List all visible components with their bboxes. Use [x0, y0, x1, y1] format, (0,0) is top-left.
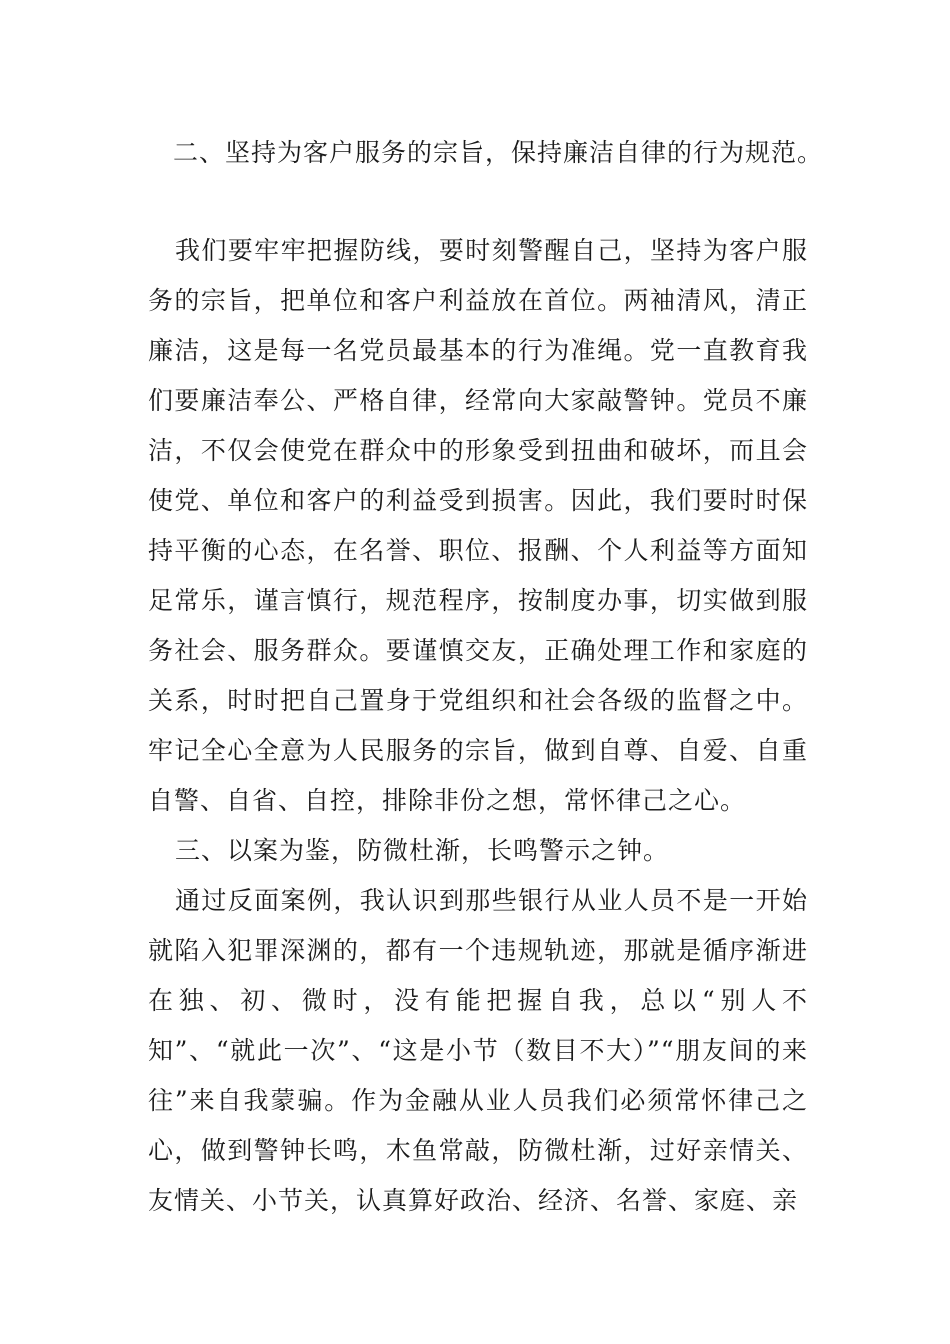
section-two-heading: 二、坚持为客户服务的宗旨，保持廉洁自律的行为规范。	[173, 138, 824, 167]
document-body	[148, 226, 808, 1226]
section-two-paragraph: 我们要牢牢把握防线，要时刻警醒自己，坚持为客户服务的宗旨，把单位和客户利益放在首位。两袖清风，清正廉洁，这是每一名党员最基本的行为准绳。党一直教育我们要廉洁奉公、严格自律，经常向大家敲警钟。党员不廉洁，不仅会使党在群众中的形象受到扭曲和破坏，而且会使党、单位和客户的利益受到损害。因此，我们要时时保持平衡的心态，在名誉、职位、报酬、个人利益等方面知足常乐，谨言慎行，规范程序，按制度办事，切实做到服务社会、服务群众。要谨慎交友，正确处理工作和家庭的关系，时时把自己置身于党组织和社会各级的监督之中。牢记全心全意为人民服务的宗旨，做到自尊、自爱、自重自警、自省、自控，排除非份之想，常怀律己之心。	[148, 236, 808, 815]
section-three-paragraph: 通过反面案例，我认识到那些银行从业人员不是一开始就陷入犯罪深渊的，都有一个违规轨迹，那就是循序渐进在独、初、微时，没有能把握自我，总以“别人不知”、“就此一次”、“这是小节（数目不大）”“朋友间的来往”来自我蒙骗。作为金融从业人员我们必须常怀律己之心，做到警钟长鸣，木鱼常敲，防微杜渐，过好亲情关、友情关、小节关，认真算好政治、经济、名誉、家庭、亲	[148, 886, 808, 1215]
section-three-heading: 三、以案为鉴，防微杜渐，长鸣警示之钟。	[175, 836, 670, 865]
